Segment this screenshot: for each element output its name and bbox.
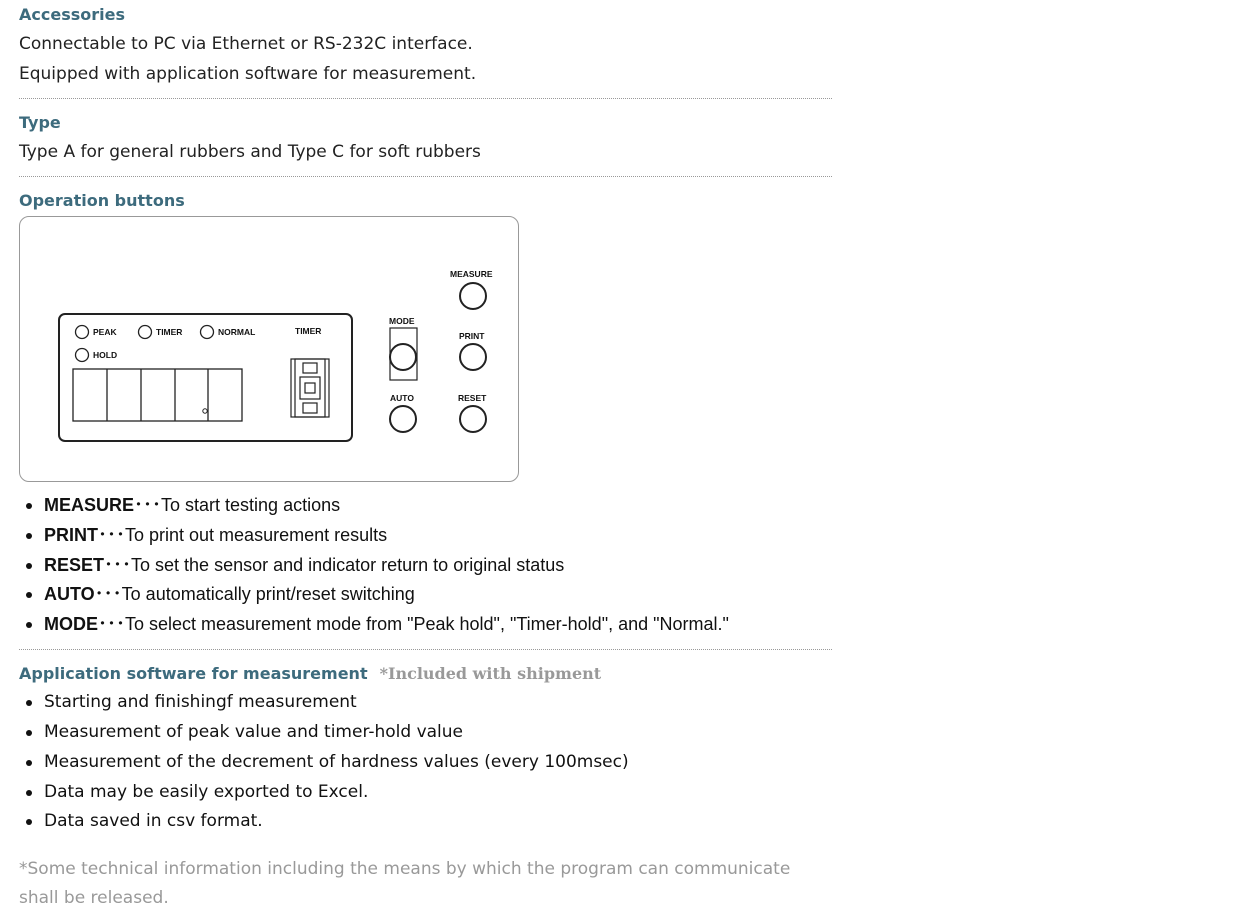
button-name: PRINT xyxy=(44,525,98,545)
list-item: Data may be easily exported to Excel. xyxy=(19,782,629,811)
divider xyxy=(19,176,832,177)
measure-button-icon xyxy=(460,283,486,309)
panel-svg xyxy=(20,217,518,481)
list-item: Data saved in csv format. xyxy=(19,811,629,841)
separator: ･･･ xyxy=(134,495,162,515)
peak-label: PEAK xyxy=(93,327,117,337)
timer-led-label: TIMER xyxy=(156,327,183,337)
timer-switch xyxy=(291,359,329,417)
peak-led-icon xyxy=(76,326,89,339)
hold-led-icon xyxy=(76,349,89,362)
reset-label: RESET xyxy=(458,393,487,403)
normal-led-icon xyxy=(201,326,214,339)
mode-button-icon xyxy=(390,344,416,370)
divider xyxy=(19,649,832,650)
list-item: Measurement of peak value and timer-hold value xyxy=(19,722,629,752)
print-label: PRINT xyxy=(459,331,485,341)
button-desc: To select measurement mode from "Peak hold", "Timer-hold", and "Normal." xyxy=(125,614,729,634)
button-name: MODE xyxy=(44,614,98,634)
button-name: RESET xyxy=(44,555,105,575)
button-desc: To start testing actions xyxy=(161,495,341,515)
operation-heading: Operation buttons xyxy=(19,191,185,210)
separator: ･･･ xyxy=(98,614,125,634)
separator: ･･･ xyxy=(104,555,132,575)
operation-button-list xyxy=(19,495,729,644)
hold-label: HOLD xyxy=(93,350,118,360)
divider xyxy=(19,98,832,99)
mode-label: MODE xyxy=(389,316,415,326)
type-heading: Type xyxy=(19,113,61,132)
decimal-point-icon xyxy=(203,409,207,413)
digit-display xyxy=(73,369,242,421)
list-item xyxy=(19,614,729,644)
timer-label: TIMER xyxy=(295,326,322,336)
button-name: MEASURE xyxy=(44,495,135,515)
software-heading-row xyxy=(19,664,601,684)
button-name: AUTO xyxy=(44,584,95,604)
list-item: Measurement of the decrement of hardness values (every 100msec) xyxy=(19,752,629,782)
button-desc: To automatically print/reset switching xyxy=(121,584,415,604)
separator: ･･･ xyxy=(94,584,122,604)
software-heading: Application software for measurement xyxy=(19,664,368,683)
auto-label: AUTO xyxy=(390,393,414,403)
accessories-heading: Accessories xyxy=(19,5,125,24)
reset-button-icon xyxy=(460,406,486,432)
list-item: Starting and finishingf measurement xyxy=(19,692,629,722)
footnote: *Some technical information including the means by which the program can communicate shall be released. xyxy=(19,859,791,908)
software-feature-list xyxy=(19,692,629,841)
auto-button-icon xyxy=(390,406,416,432)
operation-panel-diagram xyxy=(19,216,519,482)
separator: ･･･ xyxy=(98,525,125,545)
list-item xyxy=(19,584,729,614)
button-desc: To set the sensor and indicator return to original status xyxy=(131,555,565,575)
type-line: Type A for general rubbers and Type C for soft rubbers xyxy=(19,142,481,162)
mode-switch xyxy=(390,328,417,380)
measure-label: MEASURE xyxy=(450,269,493,279)
accessories-line-1: Connectable to PC via Ethernet or RS-232C interface. xyxy=(19,34,473,54)
list-item xyxy=(19,495,729,525)
list-item xyxy=(19,555,729,584)
list-item xyxy=(19,525,729,555)
print-button-icon xyxy=(460,344,486,370)
normal-label: NORMAL xyxy=(218,327,256,337)
button-desc: To print out measurement results xyxy=(125,525,388,545)
timer-led-icon xyxy=(139,326,152,339)
shipment-note: *Included with shipment xyxy=(379,664,602,683)
accessories-line-2: Equipped with application software for measurement. xyxy=(19,64,477,84)
